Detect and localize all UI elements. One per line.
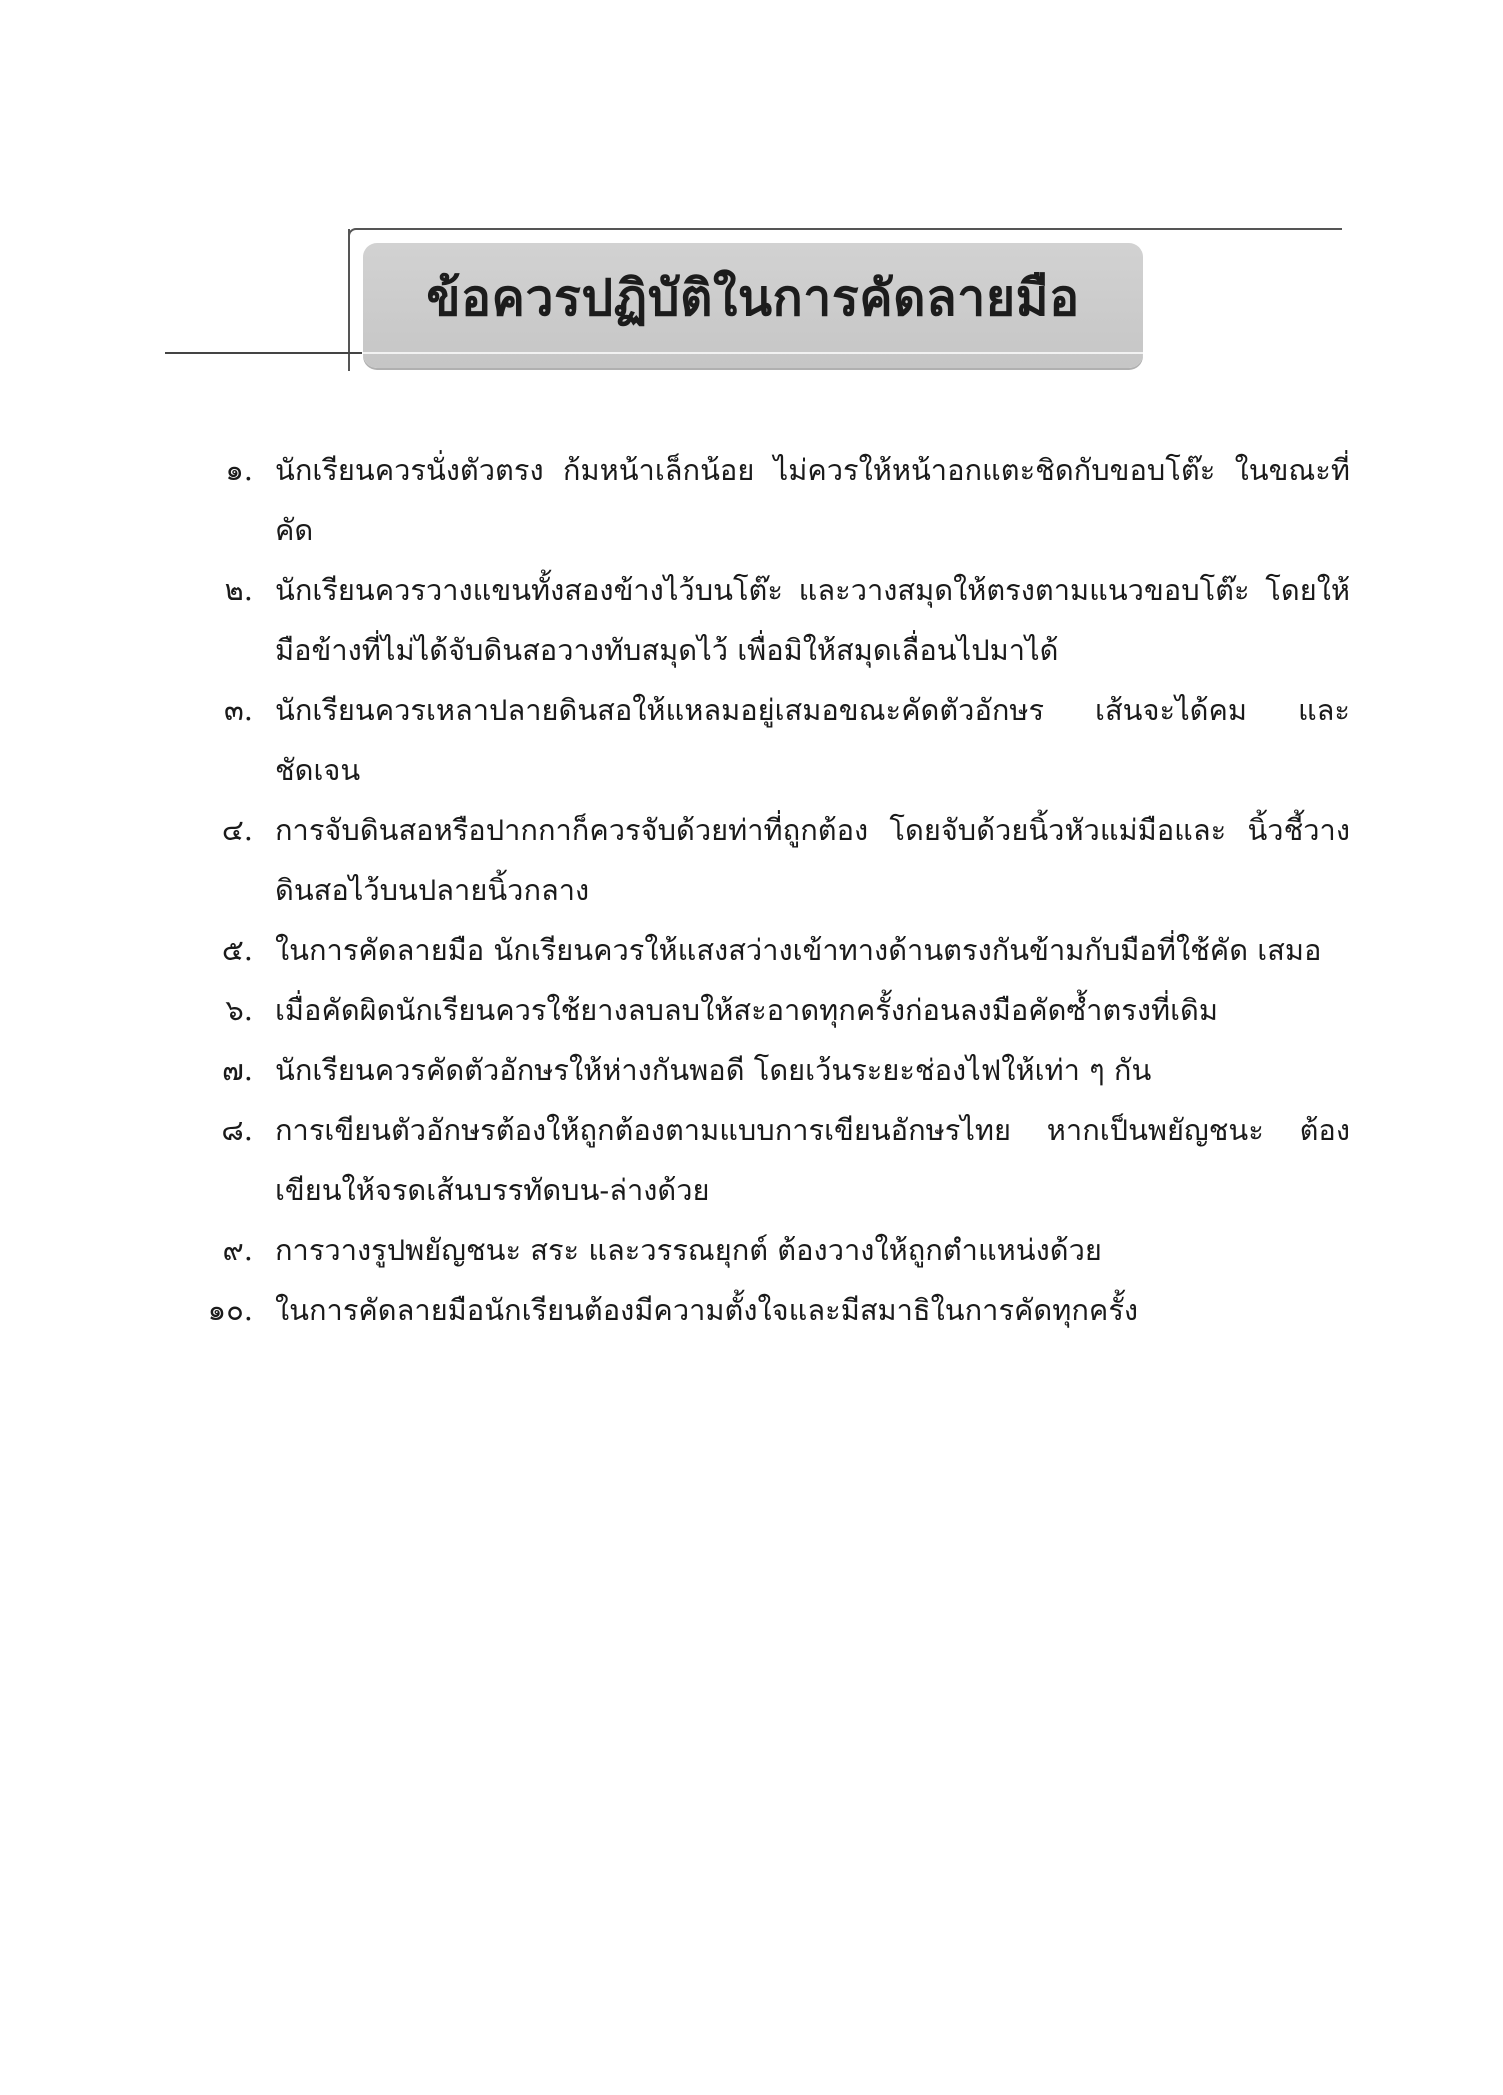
rule-text: การเขียนตัวอักษรต้องให้ถูกต้องตามแบบการเขียนอักษรไทย หากเป็นพยัญชนะ ต้องเขียนให้จรดเส้นบรรทัดบน-ล่างด้วย <box>275 1113 1350 1207</box>
rule-number: ๑. <box>225 453 253 487</box>
rule-text: การจับดินสอหรือปากกาก็ควรจับด้วยท่าที่ถูกต้อง โดยจับด้วยนิ้วหัวแม่มือและ นิ้วชี้วางดินสอไว้บนปลายนิ้วกลาง <box>275 813 1350 907</box>
rule-text: การวางรูปพยัญชนะ สระ และวรรณยุกต์ ต้องวางให้ถูกตำแหน่งด้วย <box>275 1233 1102 1267</box>
rule-text: นักเรียนควรนั่งตัวตรง ก้มหน้าเล็กน้อย ไม่ควรให้หน้าอกแตะชิดกับขอบโต๊ะ ในขณะที่คัด <box>275 453 1350 547</box>
rule-item-1 <box>180 440 1350 560</box>
rule-number: ๒. <box>224 573 253 607</box>
title-frame-left-line <box>165 352 362 354</box>
rule-number: ๙. <box>222 1233 253 1267</box>
rule-text: นักเรียนควรวางแขนทั้งสองข้างไว้บนโต๊ะ และวางสมุดให้ตรงตามแนวขอบโต๊ะ โดยให้มือข้างที่ไม่ได้จับดินสอวางทับสมุดไว้ เพื่อมิให้สมุดเลื่อนไปมาได้ <box>275 573 1350 667</box>
rule-item-2 <box>180 560 1350 680</box>
rule-item-8 <box>180 1100 1350 1220</box>
rule-item-5 <box>180 920 1350 980</box>
rule-item-4 <box>180 800 1350 920</box>
rule-number: ๔. <box>221 813 253 847</box>
rule-item-3 <box>180 680 1350 800</box>
rule-item-6 <box>180 980 1350 1040</box>
rule-number: ๘. <box>221 1113 253 1147</box>
title-frame-vertical <box>348 229 350 371</box>
rule-number: ๑๐. <box>207 1293 253 1327</box>
rule-text: เมื่อคัดผิดนักเรียนควรใช้ยางลบลบให้สะอาดทุกครั้งก่อนลงมือคัดซ้ำตรงที่เดิม <box>275 993 1218 1027</box>
rule-item-7 <box>180 1040 1350 1100</box>
rule-text: นักเรียนควรเหลาปลายดินสอให้แหลมอยู่เสมอขณะคัดตัวอักษร เส้นจะได้คม และชัดเจน <box>275 693 1350 787</box>
rule-item-9 <box>180 1220 1350 1280</box>
rule-number: ๓. <box>223 693 253 727</box>
rule-text: นักเรียนควรคัดตัวอักษรให้ห่างกันพอดี โดยเว้นระยะช่องไฟให้เท่า ๆ กัน <box>275 1053 1152 1087</box>
rule-text: ในการคัดลายมือนักเรียนต้องมีความตั้งใจและมีสมาธิในการคัดทุกครั้ง <box>275 1293 1139 1327</box>
title-frame-top <box>348 228 1342 238</box>
rule-text: ในการคัดลายมือ นักเรียนควรให้แสงสว่างเข้าทางด้านตรงกันข้ามกับมือที่ใช้คัด เสมอ <box>275 933 1322 967</box>
rules-list <box>180 440 1350 1340</box>
rule-number: ๗. <box>221 1053 253 1087</box>
rule-item-10 <box>180 1280 1350 1340</box>
rule-number: ๕. <box>221 933 253 967</box>
rule-number: ๖. <box>225 993 253 1027</box>
page-title: ข้อควรปฏิบัติในการคัดลายมือ <box>426 268 1080 327</box>
